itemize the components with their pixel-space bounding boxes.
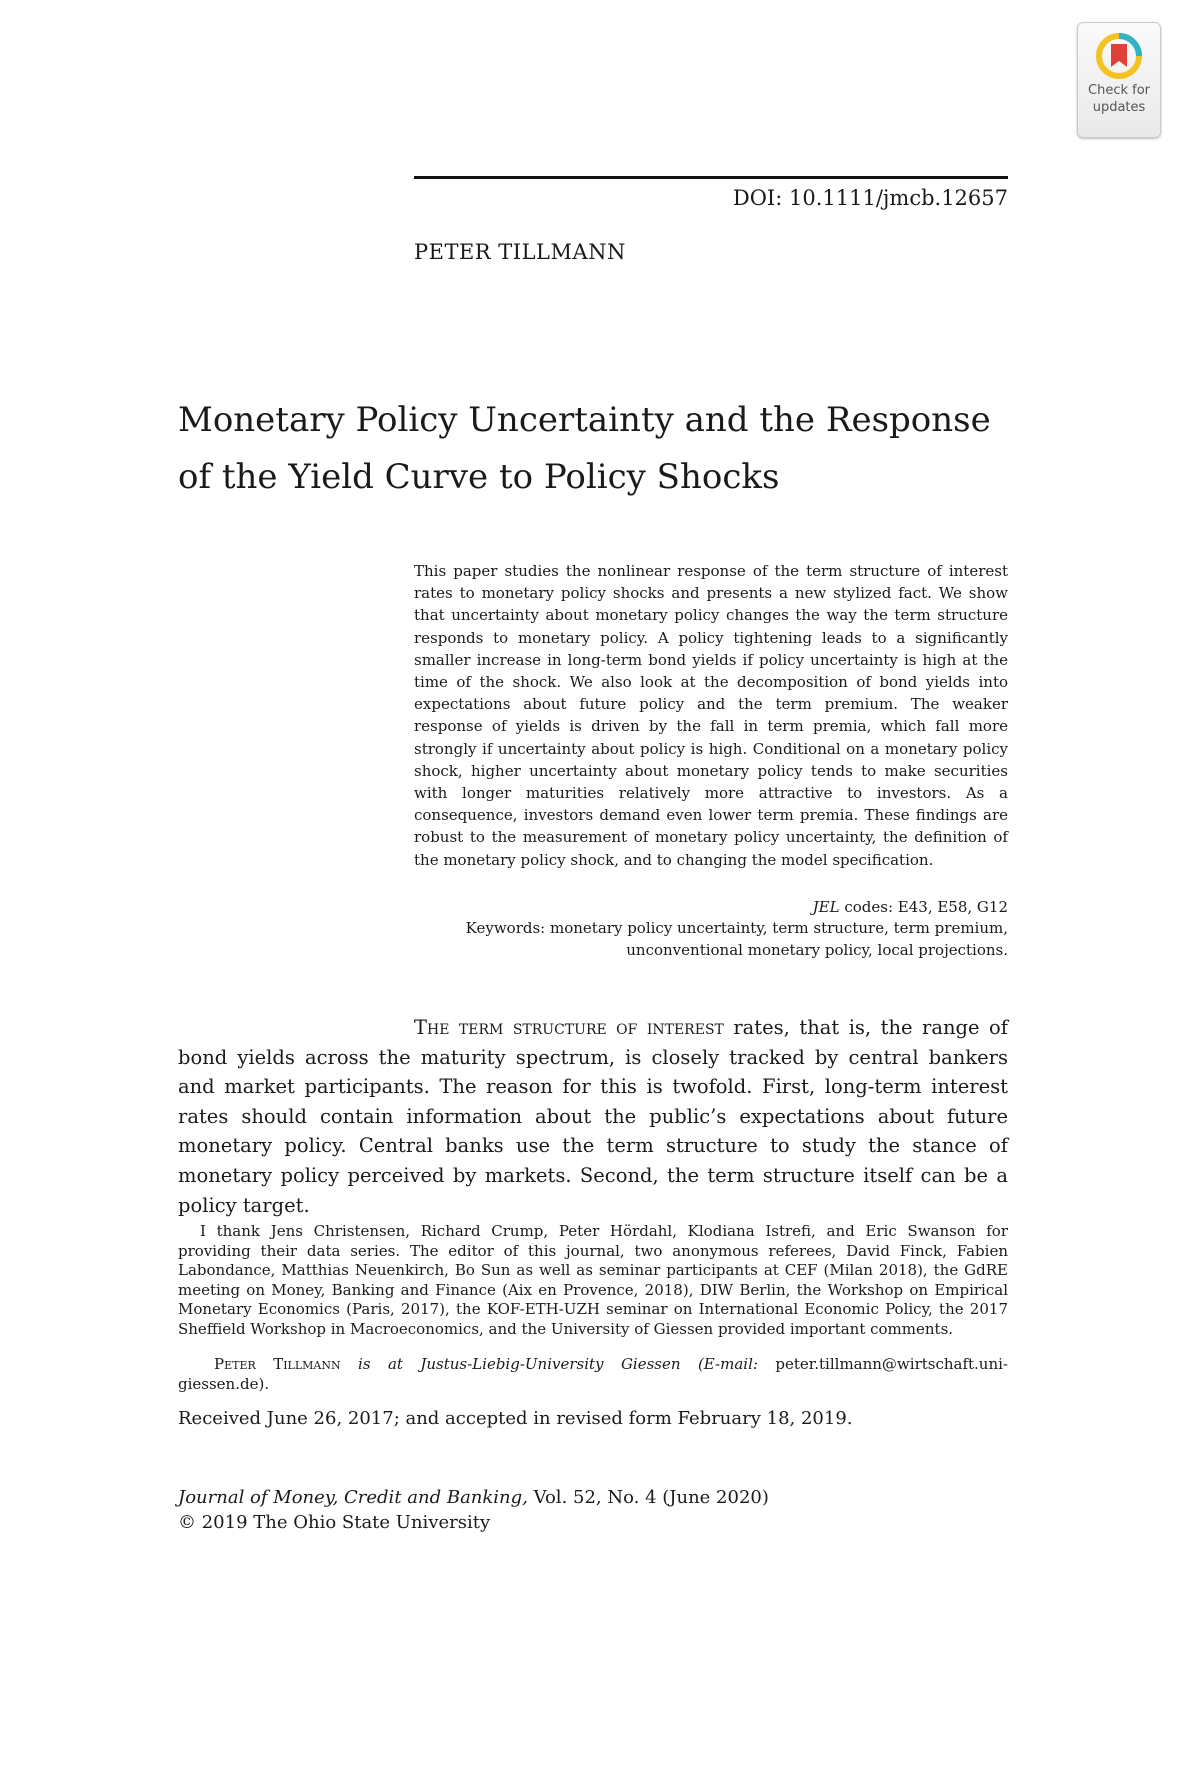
header-rule [414,176,1008,179]
bookmark-ring-icon [1094,31,1144,81]
body-text: rates, that is, the range of bond yields across the maturity spectrum, is closely tracked by central bankers and market participants. The reason for this is twofold. First, long-term interest rates should contain information about the public’s expectations about future monetary policy. Central banks use the term structure to study the stance of monetary policy perceived by markets. Second, the term structure itself can be a policy target. [178,1016,1008,1217]
badge-line-1: Check for [1088,83,1150,98]
affiliation-text: is at Justus-Liebig-University Giessen (E-mail: [340,1355,776,1373]
body-paragraph [178,1013,1008,1220]
journal-citation [178,1487,769,1508]
affiliation-name: Peter Tillmann [214,1355,341,1373]
jel-codes [414,897,1008,917]
paper-title: Monetary Policy Uncertainty and the Response of the Yield Curve to Policy Shocks [178,400,991,497]
author-affiliation [178,1354,1008,1394]
body-lead-smallcaps: The term structure of interest [414,1016,724,1039]
copyright: © 2019 The Ohio State University [178,1512,491,1533]
journal-name: Journal of Money, Credit and Banking, [178,1487,528,1508]
author-email[interactable]: peter.tillmann@wirtschaft.uni-giessen.de [178,1355,1008,1393]
jel-label: codes: [839,898,893,916]
author-name: PETER TILLMANN [414,240,626,264]
received-dates: Received June 26, 2017; and accepted in revised form February 18, 2019. [178,1408,853,1429]
abstract: This paper studies the nonlinear response of the term structure of interest rates to monetary policy shocks and presents a new stylized fact. We show that uncertainty about monetary policy changes the way the term structure responds to monetary policy. A policy tightening leads to a significantly smaller increase in long-term bond yields if policy uncertainty is high at the time of the shock. We also look at the decomposition of bond yields into expectations about future policy and the term premium. The weaker response of yields is driven by the fall in term premia, which fall more strongly if uncertainty about policy is high. Conditional on a monetary policy shock, higher uncertainty about monetary policy tends to make securities with longer maturities relatively more attractive to investors. As a consequence, investors demand even lower term premia. These findings are robust to the measurement of monetary policy uncertainty, the definition of the monetary policy shock, and to changing the model specification. [414,562,1008,869]
journal-issue: Vol. 52, No. 4 (June 2020) [527,1487,769,1508]
badge-line-2: updates [1092,100,1146,115]
check-for-updates-badge[interactable] [1077,22,1161,138]
jel-label-italic: JEL [812,898,840,916]
keywords-line-1: monetary policy uncertainty, term structure, term premium, [550,919,1008,937]
jel-code-values: E43, E58, G12 [897,898,1008,916]
keywords-line-2: unconventional monetary policy, local projections. [626,941,1008,959]
keywords-label: Keywords: [465,919,546,937]
doi[interactable]: DOI: 10.1111/jmcb.12657 [732,186,1008,210]
acknowledgments-footnote: I thank Jens Christensen, Richard Crump, Peter Hördahl, Klodiana Istrefi, and Eric Swanson for providing their data series. The editor of this journal, two anonymous referees, David Finck, Fabien Labondance, Matthias Neuenkirch, Bo Sun as well as seminar participants at CEF (Milan 2018), the GdRE meeting on Money, Banking and Finance (Aix en Provence, 2018), DIW Berlin, the Workshop on Empirical Monetary Economics (Paris, 2017), the KOF-ETH-UZH seminar on International Economic Policy, the 2017 Sheffield Workshop in Macroeconomics, and the University of Giessen provided important comments. [178,1222,1008,1338]
keywords [414,918,1008,939]
affiliation-close: ). [258,1375,270,1393]
